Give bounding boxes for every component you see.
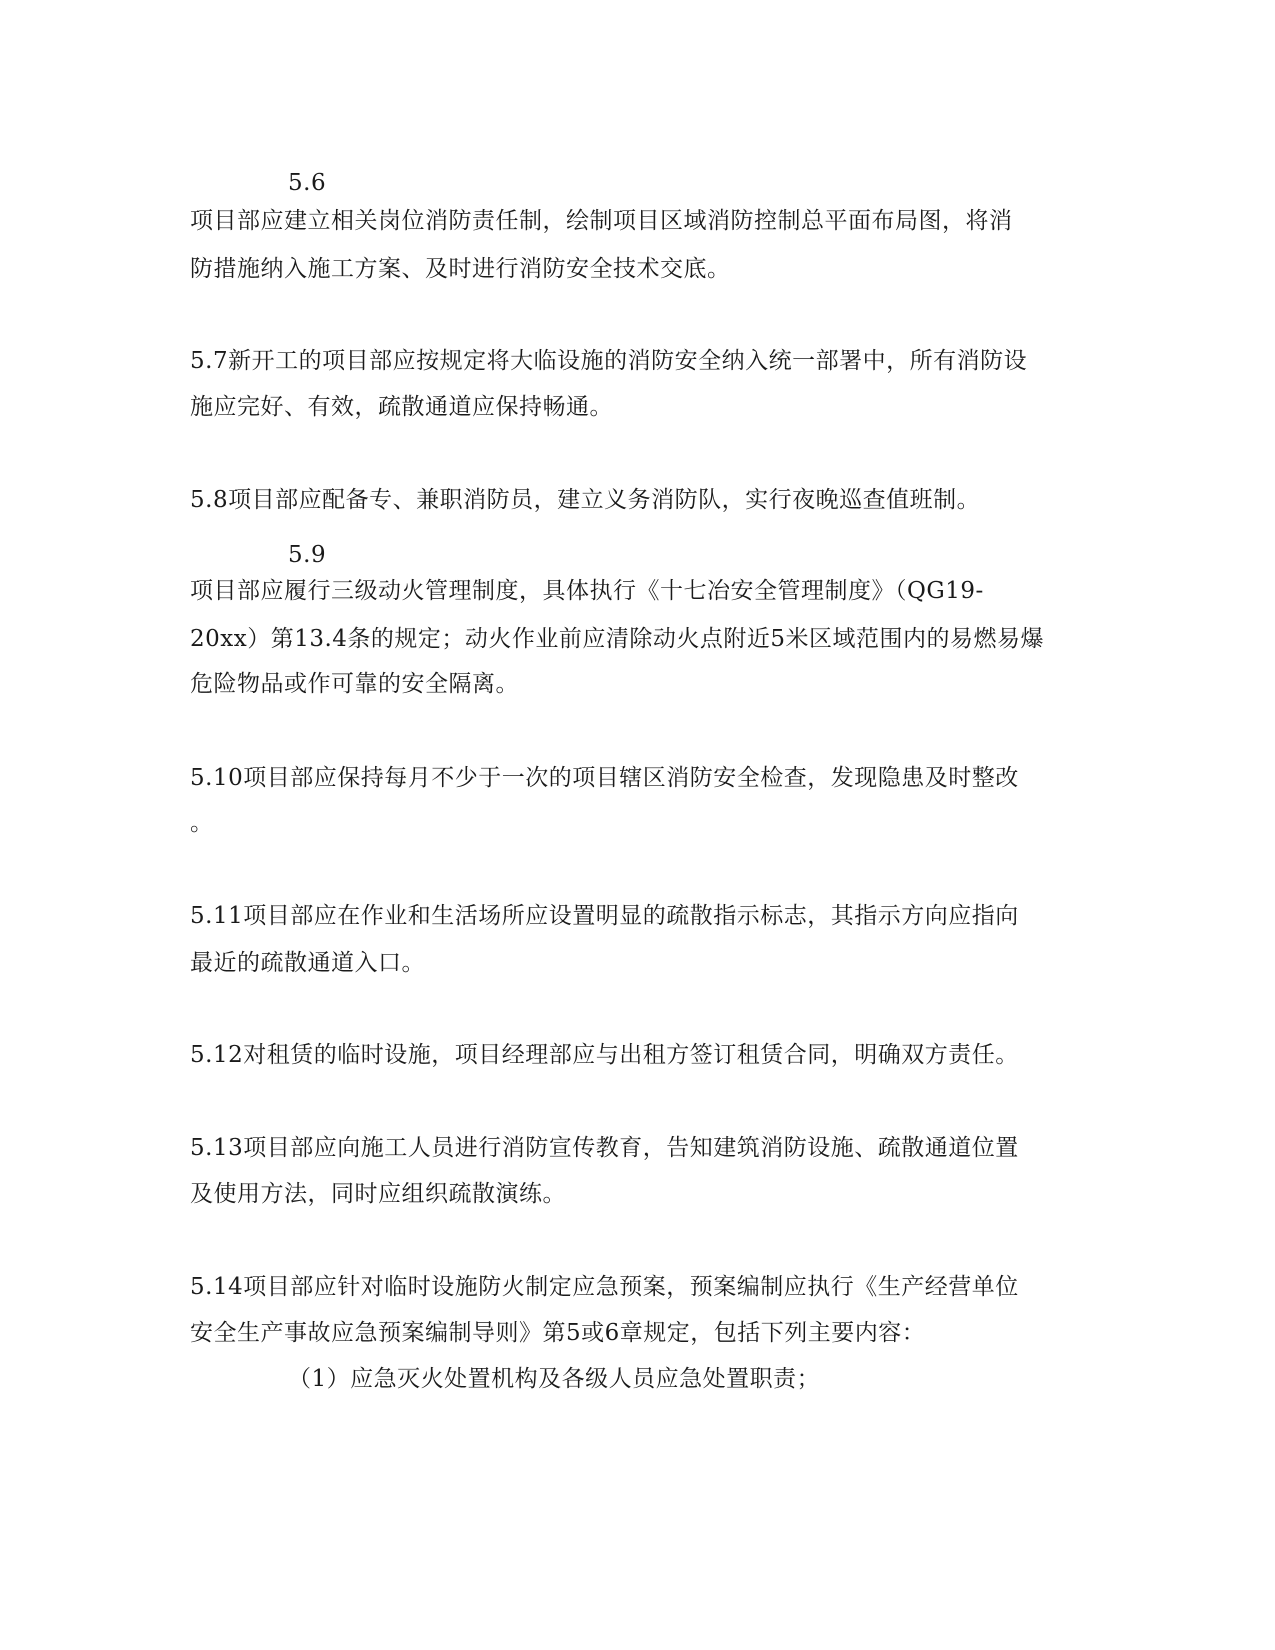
paragraph-5-11-line-1: 5.11项目部应在作业和生活场所应设置明显的疏散指示标志，其指示方向应指向 [190,903,1019,929]
section-number-5-9: 5.9 [288,542,327,568]
paragraph-5-14-line-1: 5.14项目部应针对临时设施防火制定应急预案，预案编制应执行《生产经营单位 [190,1274,1019,1300]
paragraph-5-6-line-2: 防措施纳入施工方案、及时进行消防安全技术交底。 [190,256,731,282]
paragraph-5-12: 5.12对租赁的临时设施，项目经理部应与出租方签订租赁合同，明确双方责任。 [190,1042,1019,1068]
paragraph-5-9-line-1: 项目部应履行三级动火管理制度，具体执行《十七冶安全管理制度》（QG19- [190,578,984,604]
paragraph-5-7-line-2: 施应完好、有效，疏散通道应保持畅通。 [190,394,613,420]
paragraph-5-13-line-1: 5.13项目部应向施工人员进行消防宣传教育，告知建筑消防设施、疏散通道位置 [190,1135,1019,1161]
section-number-5-6: 5.6 [288,170,327,196]
paragraph-5-13-line-2: 及使用方法，同时应组织疏散演练。 [190,1181,566,1207]
paragraph-5-14-line-2: 安全生产事故应急预案编制导则》第5或6章规定，包括下列主要内容： [190,1320,926,1346]
list-item-1: （1）应急灭火处置机构及各级人员应急处置职责； [288,1366,821,1392]
paragraph-5-11-line-2: 最近的疏散通道入口。 [190,950,425,976]
paragraph-5-10-line-2: 。 [190,810,214,836]
paragraph-5-8: 5.8项目部应配备专、兼职消防员，建立义务消防队，实行夜晚巡查值班制。 [190,487,981,513]
paragraph-5-9-line-2: 20xx）第13.4条的规定；动火作业前应清除动火点附近5米区域范围内的易燃易爆 [190,626,1045,652]
paragraph-5-7-line-1: 5.7新开工的项目部应按规定将大临设施的消防安全纳入统一部署中，所有消防设 [190,348,1028,374]
paragraph-5-10-line-1: 5.10项目部应保持每月不少于一次的项目辖区消防安全检查，发现隐患及时整改 [190,765,1019,791]
paragraph-5-6-line-1: 项目部应建立相关岗位消防责任制，绘制项目区域消防控制总平面布局图，将消 [190,208,1013,234]
paragraph-5-9-line-3: 危险物品或作可靠的安全隔离。 [190,671,519,697]
